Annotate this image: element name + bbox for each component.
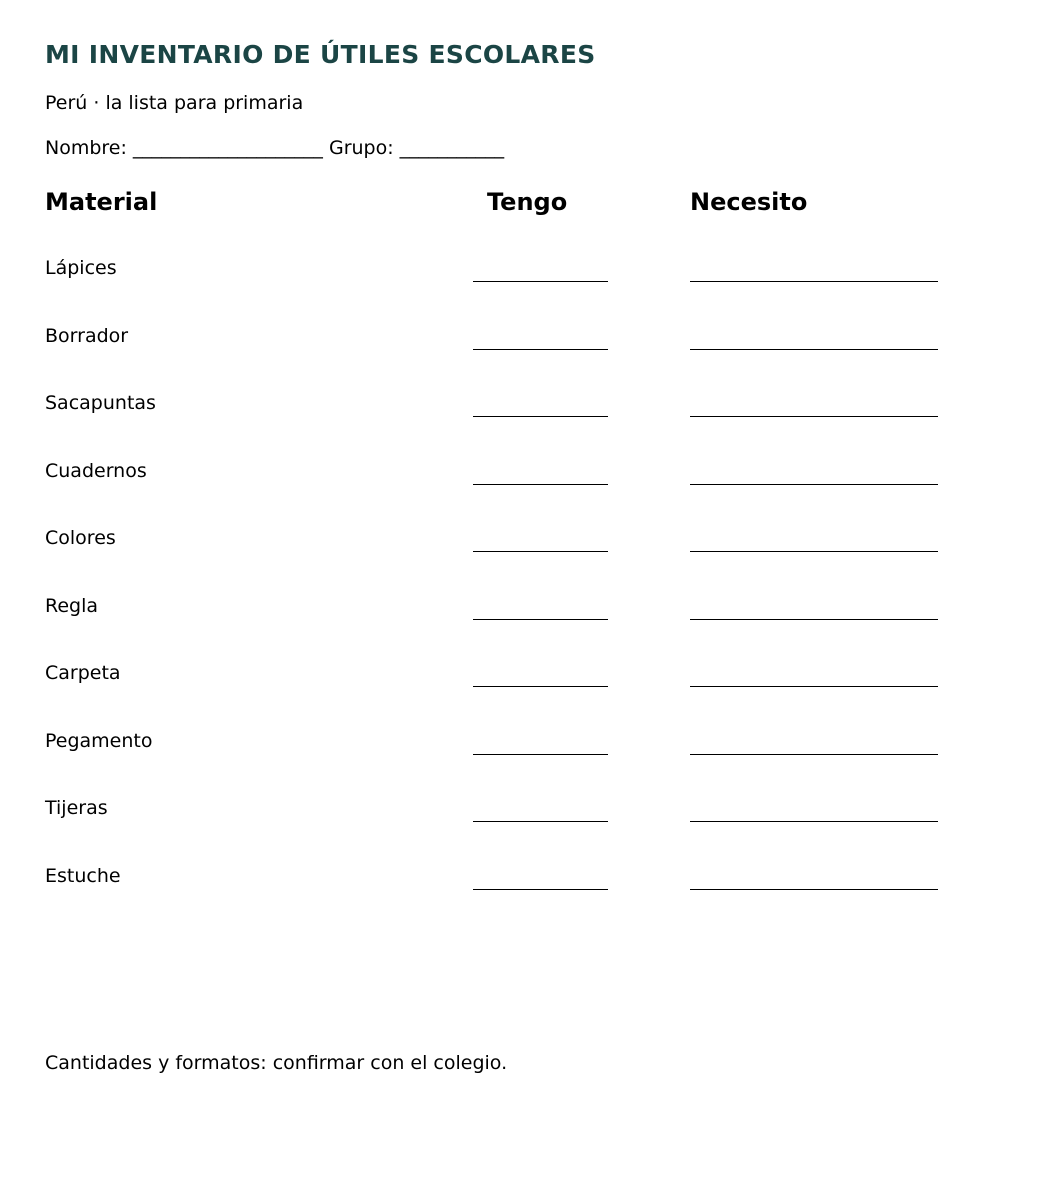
inventory-list bbox=[0, 230, 1050, 905]
item-label: Carpeta bbox=[45, 662, 121, 684]
necesito-blank bbox=[690, 484, 938, 485]
tengo-blank bbox=[473, 889, 608, 890]
item-label: Tijeras bbox=[45, 797, 108, 819]
list-item bbox=[0, 635, 1050, 703]
necesito-blank bbox=[690, 821, 938, 822]
item-label: Pegamento bbox=[45, 729, 153, 752]
necesito-blank bbox=[690, 889, 938, 890]
tengo-blank bbox=[473, 821, 608, 822]
list-item bbox=[0, 703, 1050, 771]
list-item bbox=[0, 838, 1050, 906]
item-label: Estuche bbox=[45, 864, 121, 887]
page-title: MI INVENTARIO DE ÚTILES ESCOLARES bbox=[45, 40, 596, 69]
necesito-blank bbox=[690, 416, 938, 417]
item-label: Cuadernos bbox=[45, 459, 147, 482]
list-item bbox=[0, 298, 1050, 366]
necesito-blank bbox=[690, 754, 938, 755]
tengo-blank bbox=[473, 619, 608, 620]
tengo-blank bbox=[473, 754, 608, 755]
list-item bbox=[0, 770, 1050, 838]
list-item bbox=[0, 230, 1050, 298]
name-group-fields: Nombre: ____________________ Grupo: ___________ bbox=[45, 137, 505, 159]
necesito-blank bbox=[690, 619, 938, 620]
tengo-blank bbox=[473, 349, 608, 350]
list-item bbox=[0, 365, 1050, 433]
column-header-material: Material bbox=[45, 188, 158, 216]
necesito-blank bbox=[690, 281, 938, 282]
column-header-tengo: Tengo bbox=[487, 188, 568, 216]
tengo-blank bbox=[473, 416, 608, 417]
tengo-blank bbox=[473, 551, 608, 552]
list-item bbox=[0, 433, 1050, 501]
list-item bbox=[0, 568, 1050, 636]
column-header-necesito: Necesito bbox=[690, 188, 808, 216]
necesito-blank bbox=[690, 551, 938, 552]
item-label: Lápices bbox=[45, 257, 117, 279]
item-label: Regla bbox=[45, 594, 99, 617]
list-item bbox=[0, 500, 1050, 568]
necesito-blank bbox=[690, 686, 938, 687]
necesito-blank bbox=[690, 349, 938, 350]
tengo-blank bbox=[473, 281, 608, 282]
item-label: Borrador bbox=[45, 324, 129, 347]
tengo-blank bbox=[473, 484, 608, 485]
footer-note: Cantidades y formatos: confirmar con el colegio. bbox=[45, 1052, 508, 1074]
page-subtitle: Perú · la lista para primaria bbox=[45, 92, 304, 114]
item-label: Colores bbox=[45, 527, 116, 549]
tengo-blank bbox=[473, 686, 608, 687]
item-label: Sacapuntas bbox=[45, 392, 156, 414]
